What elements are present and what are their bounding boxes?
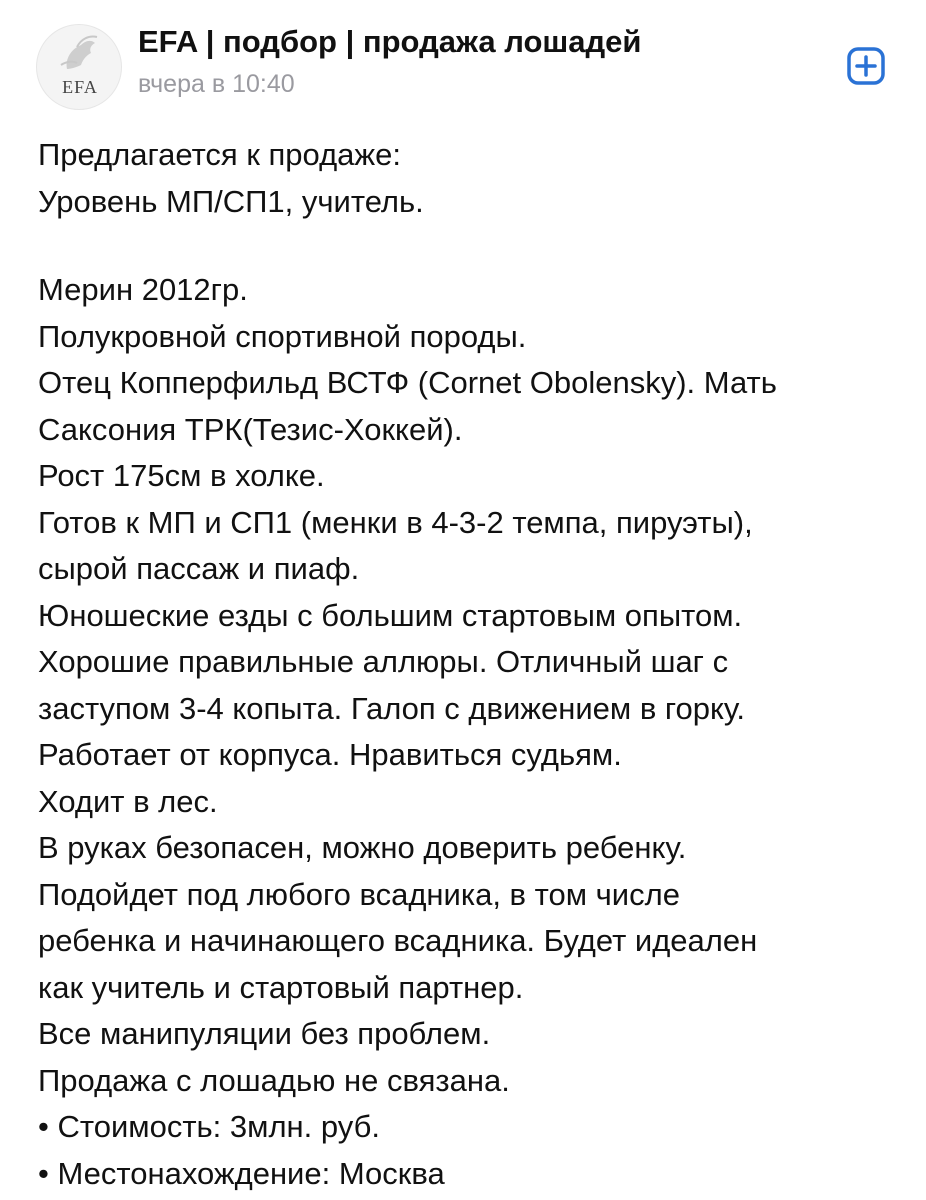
price-line: • Стоимость: 3млн. руб. [38,1109,380,1144]
post-line: Предлагается к продаже: [38,137,402,172]
post-line: Отец Копперфильд ВСТФ (Cornet Obolensky). Мать [38,365,777,400]
post-line: заступом 3-4 копыта. Галоп с движением в горку. [38,690,745,726]
post-line: как учитель и стартовый партнер. [38,969,524,1005]
post-line: Подойдет под любого всадника, в том числе [38,876,680,912]
post-line: В руках безопасен, можно доверить ребенку. [38,830,687,865]
post-line: Продажа с лошадью не связана. [38,1062,510,1098]
post-line: ребенка и начинающего всадника. Будет идеален [38,923,758,958]
post-line: Работает от корпуса. Нравиться судьям. [38,737,622,772]
post-line: Мерин 2012гр. [38,272,248,307]
post-line: Готов к МП и СП1 (менки в 4-3-2 темпа, пируэты), [38,504,753,540]
post-line: Уровень МП/СП1, учитель. [38,183,424,219]
group-avatar[interactable] [36,24,122,110]
avatar-logo-text: EFA [62,77,98,97]
post-line: сырой пассаж и пиаф. [38,551,360,586]
location-line: • Местонахождение: Москва [38,1155,445,1191]
post-line: Ходит в лес. [38,783,218,819]
post-line: Полукровной спортивной породы. [38,318,527,354]
group-name-link[interactable]: EFA | подбор | продажа лошадей [138,24,642,59]
plus-square-icon [846,46,886,86]
paragraph-gap [38,225,898,267]
post-line: Хорошие правильные аллюры. Отличный шаг с [38,644,729,679]
post-line: Саксония ТРК(Тезис-Хоккей). [38,411,463,447]
post-text [38,132,898,1197]
add-button[interactable] [846,46,886,86]
post-timestamp[interactable]: вчера в 10:40 [138,70,295,98]
post-line: Все манипуляции без проблем. [38,1016,491,1051]
post-line: Рост 175см в холке. [38,458,325,493]
post-line: Юношеские езды с большим стартовым опытом. [38,597,743,633]
post-header [0,0,926,120]
